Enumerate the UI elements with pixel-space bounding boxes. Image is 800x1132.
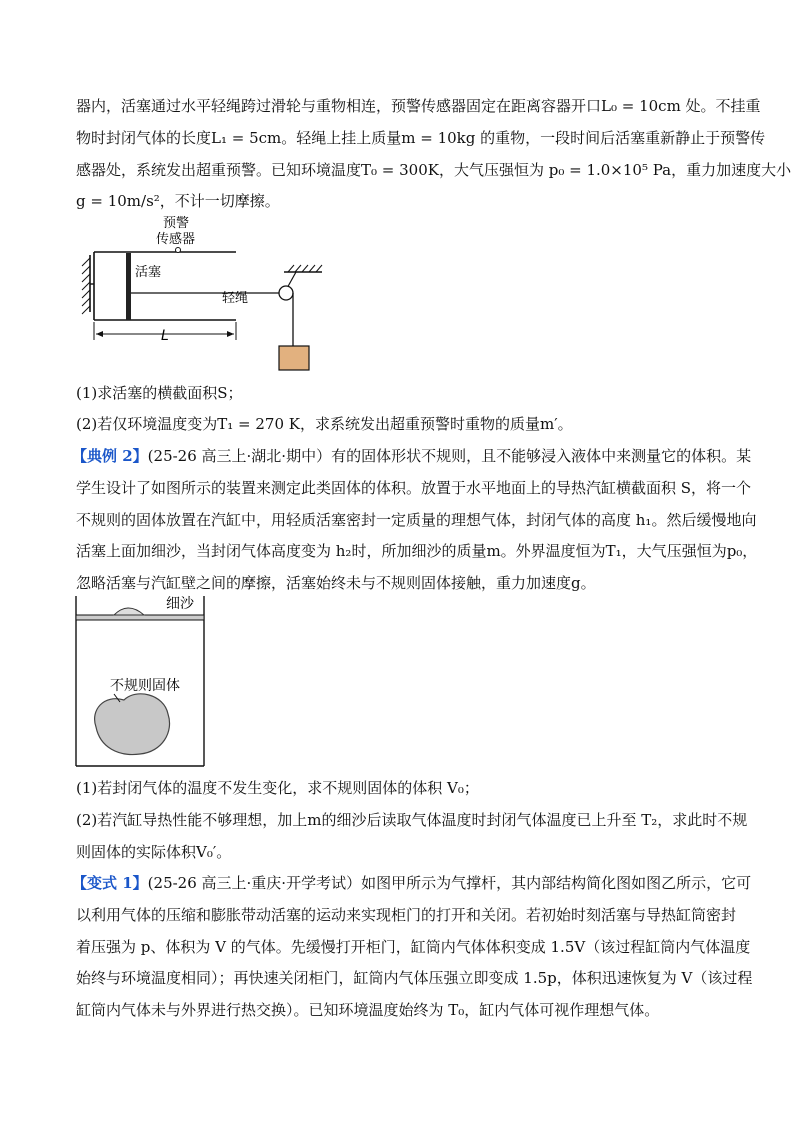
problem-text-line: g = 10m/s²，不计一切摩擦。 <box>76 192 280 210</box>
question-1: (1)求活塞的横截面积S； <box>76 384 243 402</box>
rope-label: 轻绳 <box>222 291 249 306</box>
question-1: (1)若封闭气体的温度不发生变化，求不规则固体的体积 V₀； <box>76 779 479 797</box>
problem-text-line: 忽略活塞与汽缸壁之间的摩擦，活塞始终未与不规则固体接触，重力加速度g。 <box>76 574 596 592</box>
problem-text-line: 学生设计了如图所示的装置来测定此类固体的体积。放置于水平地面上的导热汽缸横截面积 S，将一个 <box>76 479 752 497</box>
cylinder-pulley-diagram <box>60 210 340 380</box>
problem-text-line: 以利用气体的压缩和膨胀带动活塞的运动来实现柜门的打开和关闭。若初始时刻活塞与导热缸筒密封 <box>76 906 737 924</box>
question-2-continued: 则固体的实际体积V₀′。 <box>76 843 232 861</box>
problem-text-line: 缸筒内气体未与外界进行热交换）。已知环境温度始终为 T₀，缸内气体可视作理想气体。 <box>76 1001 660 1019</box>
problem-text-line: 物时封闭气体的长度L₁ = 5cm。轻绳上挂上质量m = 10kg 的重物，一段时间后活塞重新静止于预警传 <box>76 129 766 147</box>
question-2: (2)若仅环境温度变为T₁ = 270 K，求系统发出超重预警时重物的质量m′。 <box>76 415 573 433</box>
solid-label: 不规则固体 <box>110 678 180 694</box>
problem-text-line: 不规则的固体放置在汽缸中，用轻质活塞密封一定质量的理想气体，封闭气体的高度 h₁。然后缓慢地向 <box>76 511 757 529</box>
problem-text-line: 始终与环境温度相同）；再快速关闭柜门，缸筒内气体压强立即变成 1.5p，体积迅速恢复为 V（该过程 <box>76 969 753 987</box>
sensor-label: 传感器 <box>156 232 196 247</box>
problem-text-line: 着压强为 p、体积为 V 的气体。先缓慢打开柜门，缸筒内气体体积变成 1.5V（该过程缸筒内气体温度 <box>76 938 751 956</box>
problem-text-line: (25-26 高三上·湖北·期中）有的固体形状不规则，且不能够浸入液体中来测量它的体积。某 <box>147 447 752 465</box>
problem-text-line: 活塞上面加细沙，当封闭气体高度变为 h₂时，所加细沙的质量m。外界温度恒为T₁，大气压强恒为p₀， <box>76 542 758 560</box>
example-tag: 【典例 2】 <box>72 447 148 465</box>
cylinder-solid-diagram <box>70 592 220 774</box>
question-2: (2)若汽缸导热性能不够理想，加上m的细沙后读取气体温度时封闭气体温度已上升至 T₂，求此时不规 <box>76 811 748 829</box>
problem-text-line: 感器处，系统发出超重预警。已知环境温度T₀ = 300K，大气压强恒为 p₀ = 1.0×10⁵ Pa，重力加速度大小 <box>76 161 792 179</box>
piston-label: 活塞 <box>135 265 162 280</box>
problem-text-line: (25-26 高三上·重庆·开学考试）如图甲所示为气撑杆，其内部结构简化图如图乙所示，它可 <box>147 874 752 892</box>
problem-text-line: 器内，活塞通过水平轻绳跨过滑轮与重物相连，预警传感器固定在距离容器开口L₀ = 10cm 处。不挂重 <box>76 97 761 115</box>
variant-tag: 【变式 1】 <box>72 874 148 892</box>
sand-label: 细沙 <box>166 596 194 612</box>
sensor-label: 预警 <box>163 216 190 231</box>
length-label: L <box>161 328 169 344</box>
